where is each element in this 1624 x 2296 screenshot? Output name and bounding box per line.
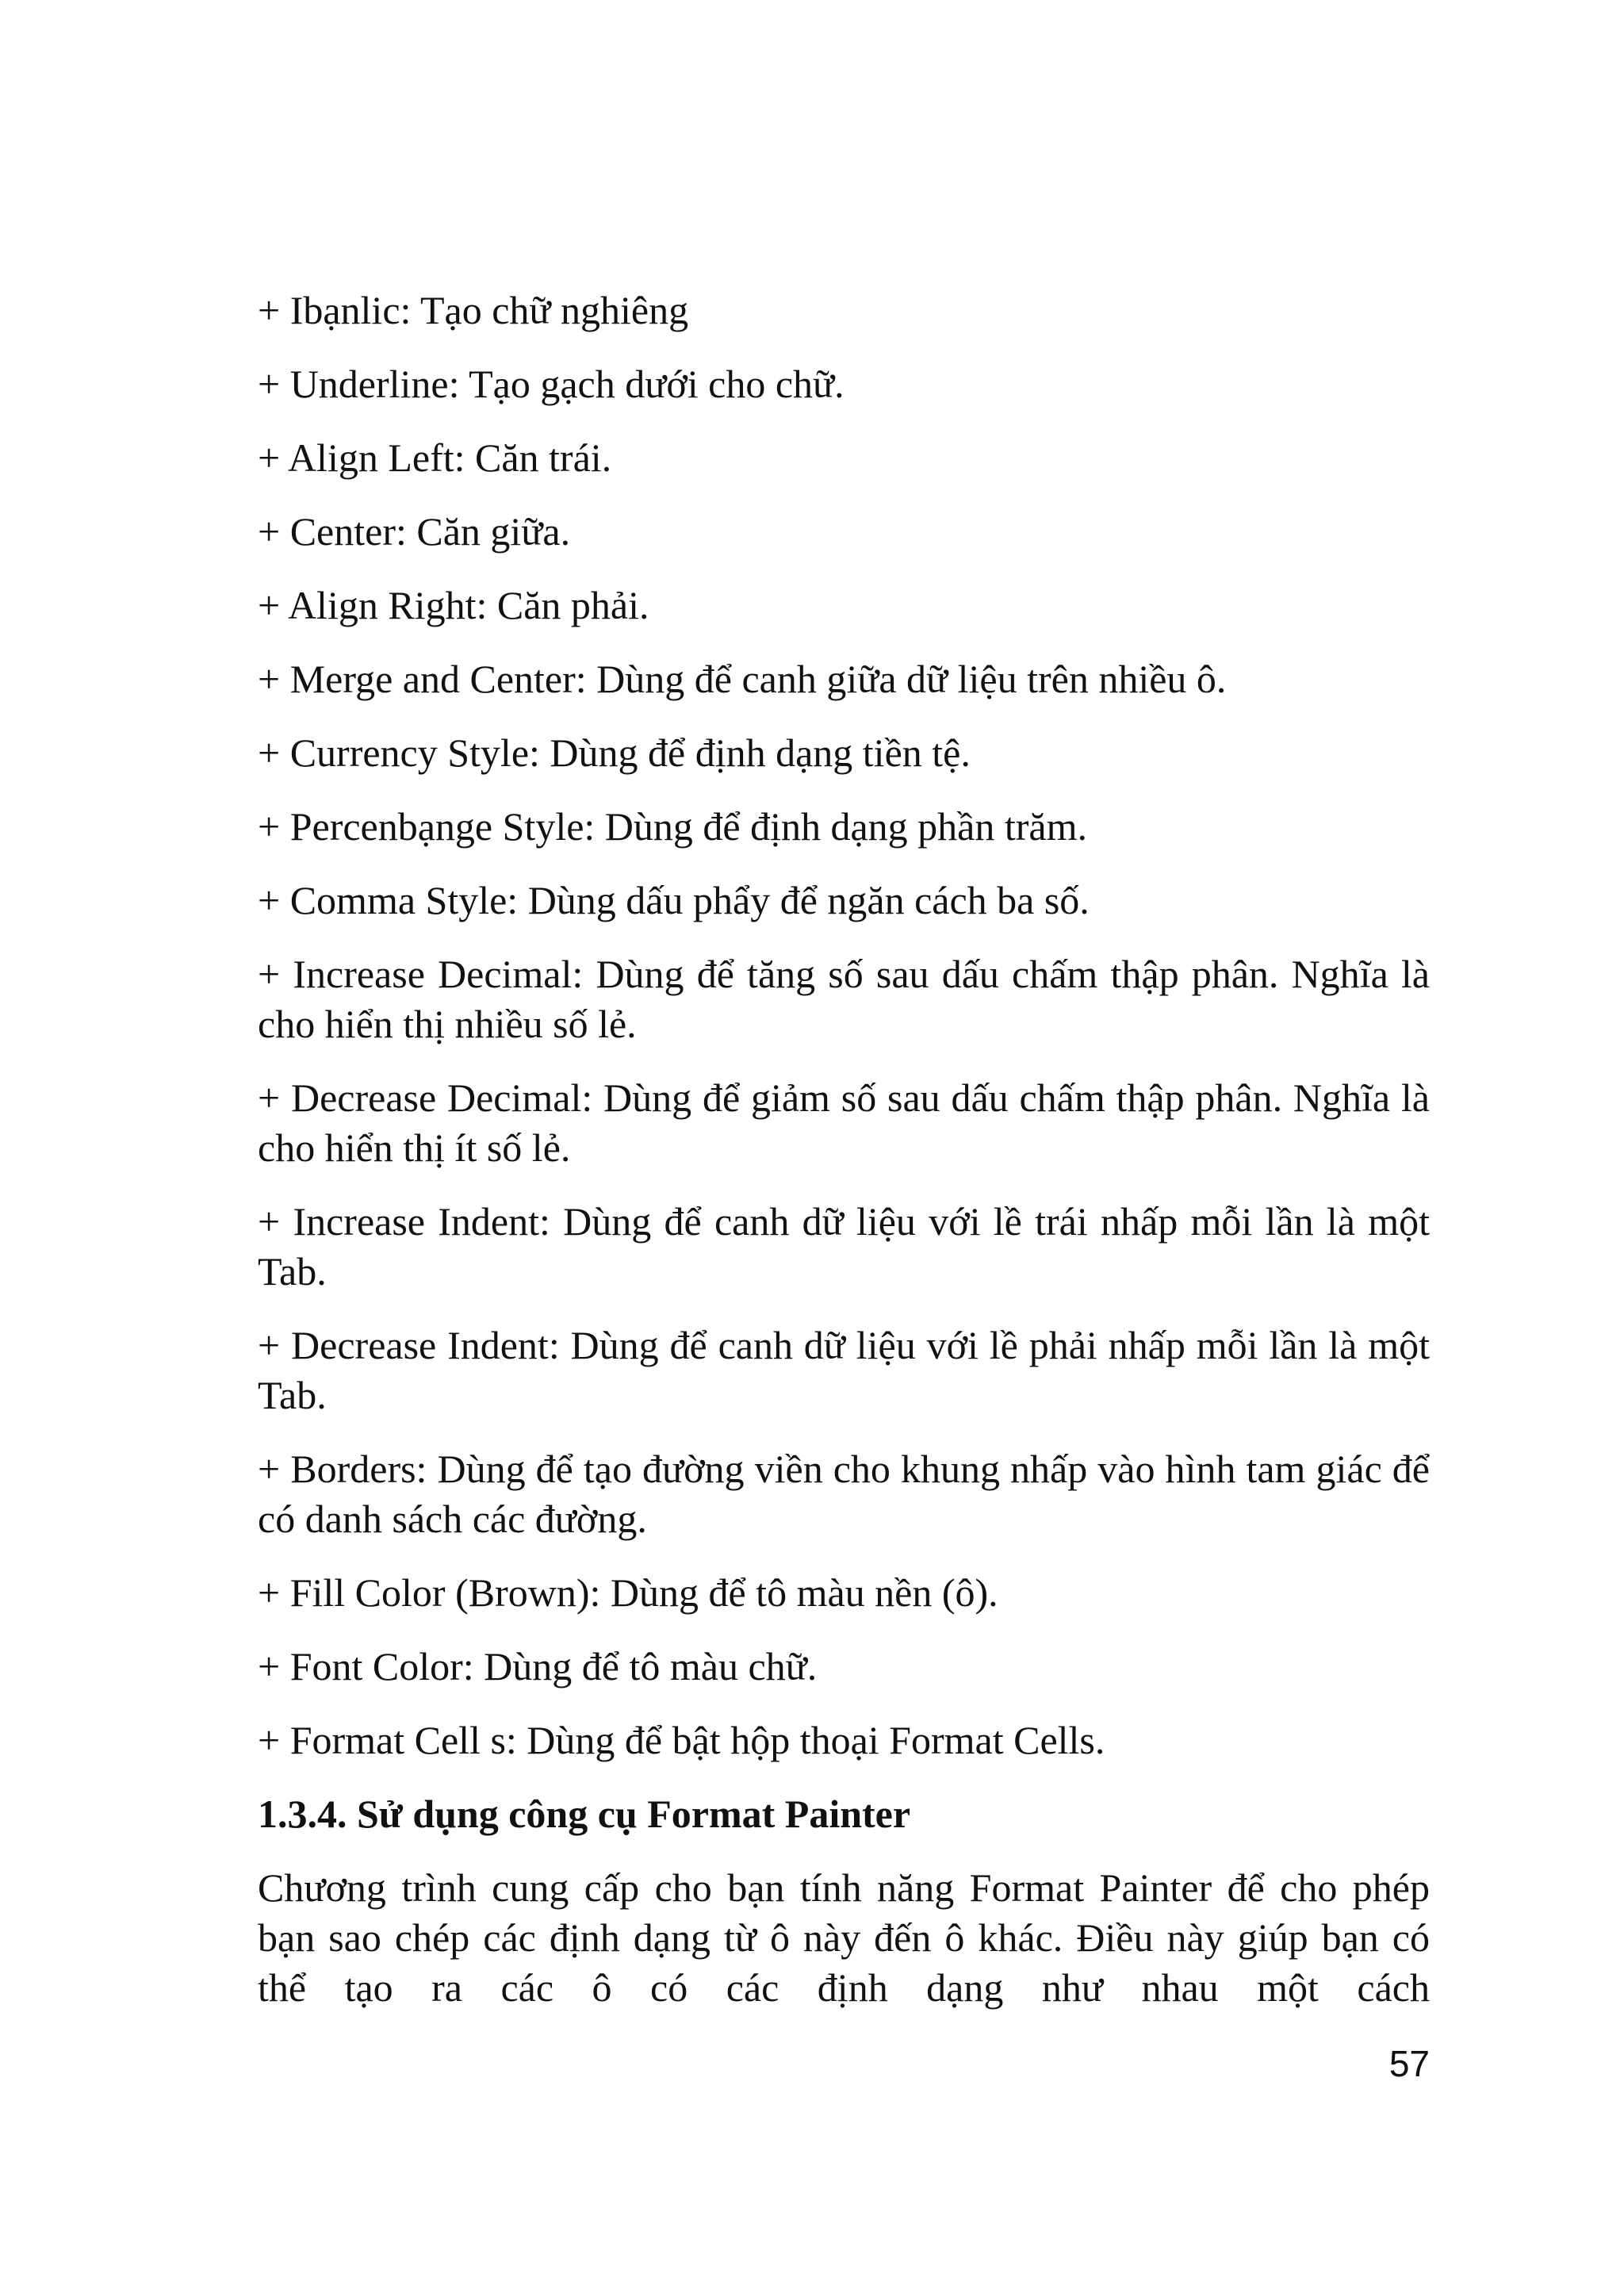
list-item-fill-color: + Fill Color (Brown): Dùng để tô màu nền (ô). <box>258 1570 998 1615</box>
list-item-borders: + Borders: Dùng để tạo đường viền cho khung nhấp vào hình tam giác để có danh sách các đường. <box>258 1447 1430 1541</box>
list-item-align-left: + Align Left: Căn trái. <box>258 435 612 480</box>
list-item-center: + Center: Căn giữa. <box>258 509 571 554</box>
list-item-align-right: + Align Right: Căn phải. <box>258 583 649 627</box>
section-heading: 1.3.4. Sử dụng công cụ Format Painter <box>258 1792 911 1836</box>
list-item-comma-style: + Comma Style: Dùng dấu phẩy để ngăn cách ba số. <box>258 878 1090 922</box>
list-item-italic: + Ibạnlic: Tạo chữ nghiêng <box>258 288 689 332</box>
list-item-merge-center: + Merge and Center: Dùng để canh giữa dữ liệu trên nhiều ô. <box>258 657 1227 701</box>
list-item-increase-decimal: + Increase Decimal: Dùng để tăng số sau dấu chấm thập phân. Nghĩa là cho hiển thị nhiều số lẻ. <box>258 952 1430 1046</box>
list-item-decrease-decimal: + Decrease Decimal: Dùng để giảm số sau dấu chấm thập phân. Nghĩa là cho hiển thị ít số lẻ. <box>258 1075 1430 1170</box>
body-paragraph: Chương trình cung cấp cho bạn tính năng Format Painter để cho phép bạn sao chép các định dạng từ ô này đến ô khác. Điều này giúp bạn có thể tạo ra các ô có các định dạng như nhau một cách <box>258 1865 1430 2010</box>
list-item-underline: + Underline: Tạo gạch dưới cho chữ. <box>258 362 845 406</box>
list-item-font-color: + Font Color: Dùng để tô màu chữ. <box>258 1644 818 1688</box>
list-item-decrease-indent: + Decrease Indent: Dùng để canh dữ liệu với lề phải nhấp mỗi lần là một Tab. <box>258 1323 1430 1417</box>
list-item-currency-style: + Currency Style: Dùng để định dạng tiền tệ. <box>258 730 971 775</box>
list-item-percent-style: + Percenbạnge Style: Dùng để định dạng phần trăm. <box>258 804 1087 849</box>
page-number: 57 <box>1388 2043 1430 2084</box>
list-item-format-cells: + Format Cell s: Dùng để bật hộp thoại Format Cells. <box>258 1718 1105 1762</box>
page-content <box>258 286 1430 2013</box>
list-item-increase-indent: + Increase Indent: Dùng để canh dữ liệu với lề trái nhấp mỗi lần là một Tab. <box>258 1199 1430 1294</box>
